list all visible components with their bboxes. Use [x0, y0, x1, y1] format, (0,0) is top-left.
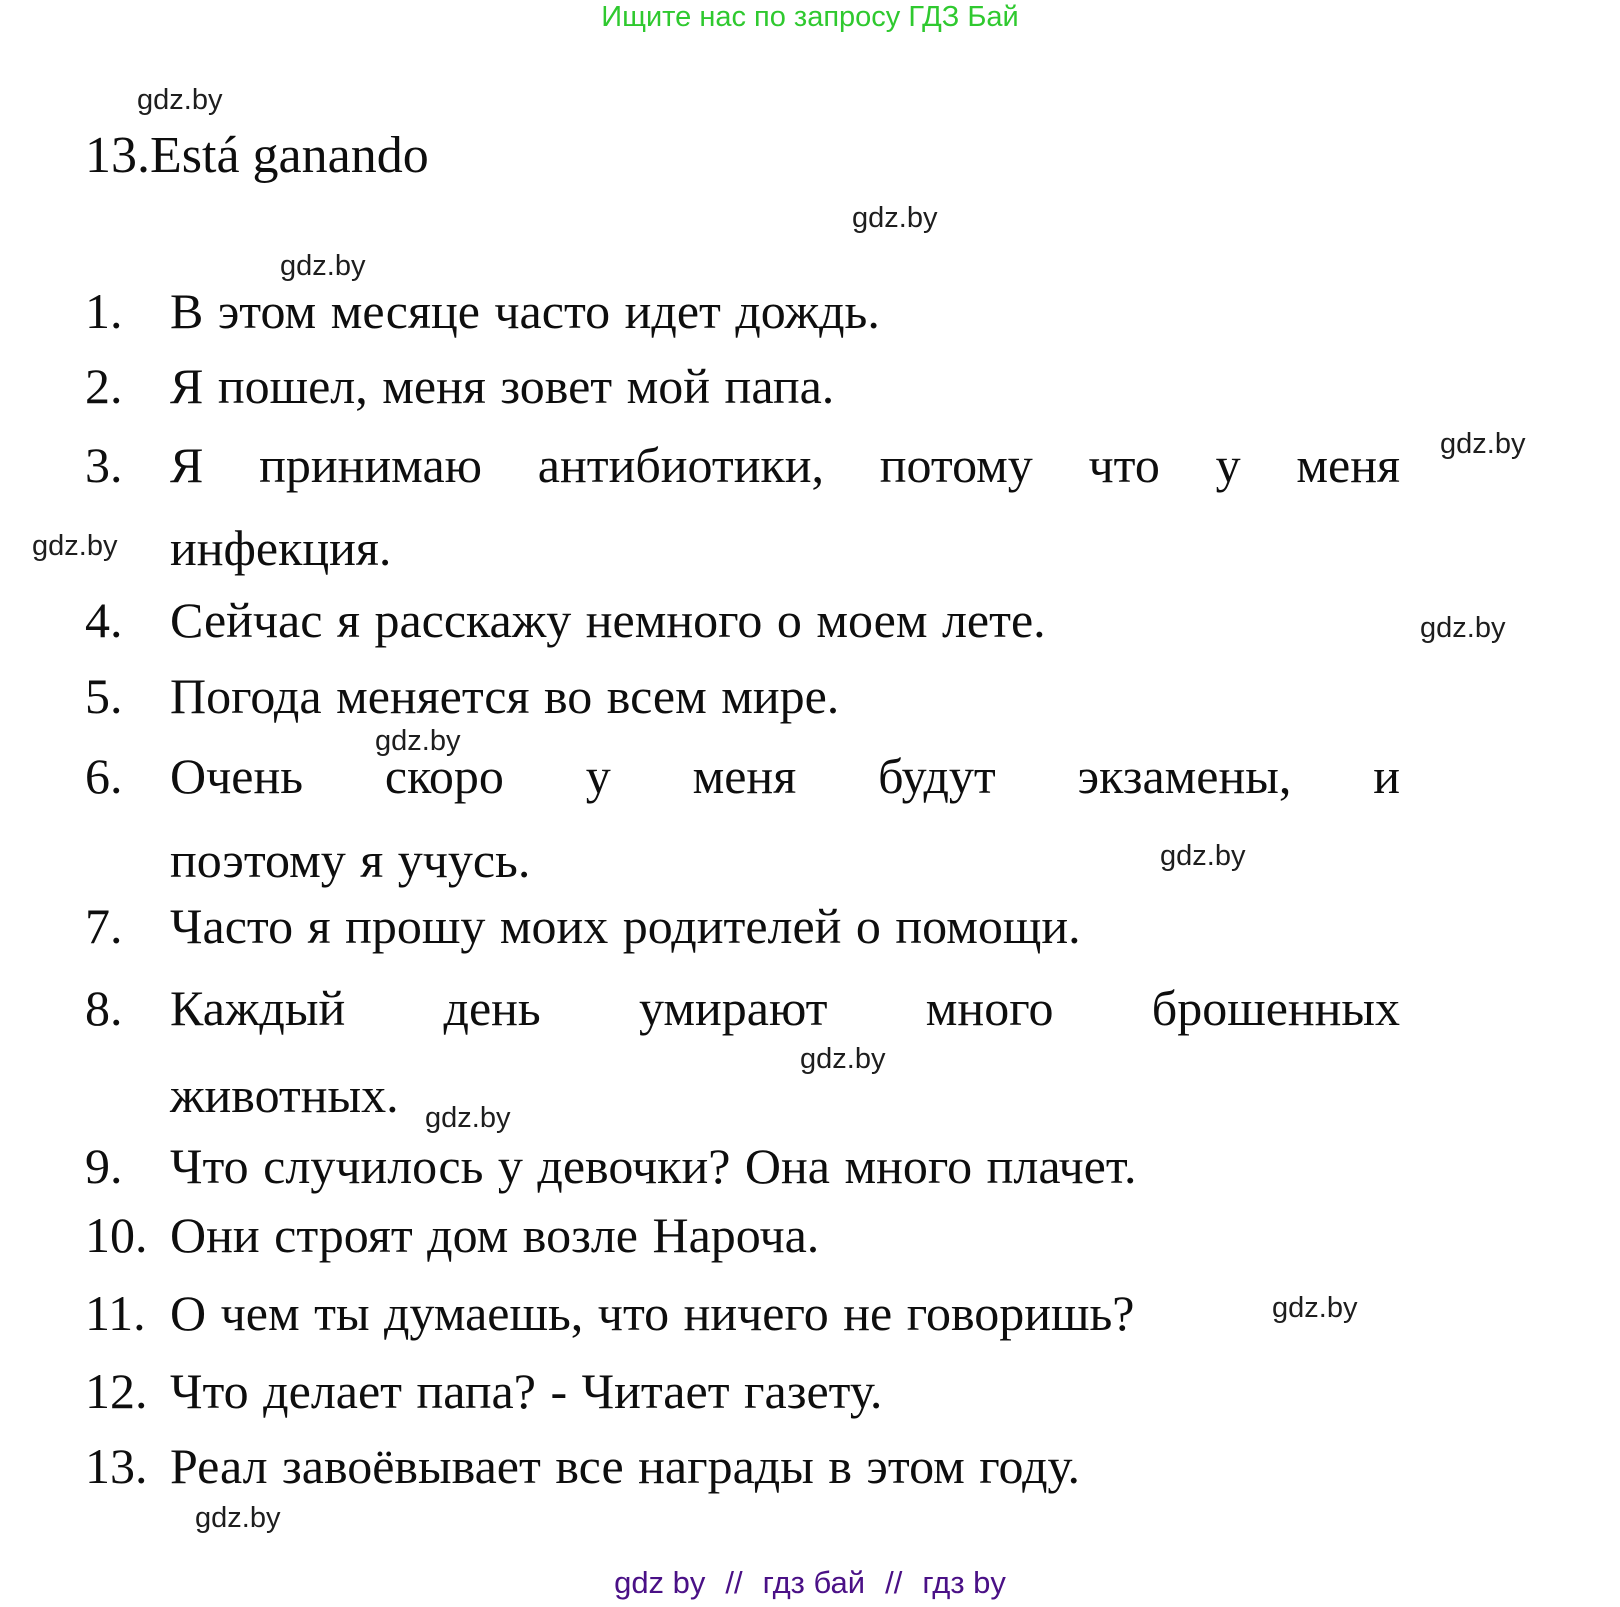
item-text: Что делает папа? - Читает газету. [170, 1363, 883, 1419]
watermark: gdz.by [1440, 428, 1526, 460]
item-text: Часто я прошу моих родителей о помощи. [170, 898, 1081, 954]
list-item-6 [85, 748, 1400, 804]
item-text: Погода меняется во всем мире. [170, 668, 840, 724]
footer [0, 1566, 1620, 1600]
watermark: gdz.by [1272, 1292, 1358, 1324]
item-number: 12. [85, 1363, 148, 1419]
footer-link-gdz-by[interactable]: gdz by [614, 1565, 706, 1600]
footer-link-gdz-bai[interactable]: гдз бай [762, 1565, 866, 1600]
footer-link-gdz-by-2[interactable]: гдз by [922, 1565, 1006, 1600]
watermark: gdz.by [800, 1043, 886, 1075]
item-text: Я пошел, меня зовет мой папа. [170, 358, 835, 414]
list-item-5 [85, 668, 840, 724]
item-text: Каждый день умирают много брошенных [170, 980, 1400, 1036]
footer-separator: // [725, 1565, 743, 1600]
item-text: Они строят дом возле Нароча. [170, 1207, 820, 1263]
watermark: gdz.by [137, 84, 223, 116]
watermark: gdz.by [195, 1502, 281, 1534]
watermark: gdz.by [280, 250, 366, 282]
item-number: 11. [85, 1285, 146, 1341]
item-number: 1. [85, 283, 123, 339]
footer-separator: // [885, 1565, 903, 1600]
item-number: 13. [85, 1438, 148, 1494]
promo-banner-text: Ищите нас по запросу ГДЗ Бай [601, 1, 1019, 33]
watermark: gdz.by [375, 725, 461, 757]
item-number: 5. [85, 668, 123, 724]
list-item-3-continuation: инфекция. [170, 520, 392, 576]
item-number: 9. [85, 1138, 123, 1194]
list-item-9 [85, 1138, 1137, 1194]
item-text: Я принимаю антибиотики, потому что у меня [170, 437, 1400, 493]
list-item-4 [85, 592, 1046, 648]
item-number: 8. [85, 980, 123, 1036]
list-item-2 [85, 358, 835, 414]
item-text: Что случилось у девочки? Она много плачет. [170, 1138, 1137, 1194]
item-text: Сейчас я расскажу немного о моем лете. [170, 592, 1046, 648]
item-text: Реал завоёвывает все награды в этом году. [170, 1438, 1081, 1494]
item-text: В этом месяце часто идет дождь. [170, 283, 880, 339]
item-number: 7. [85, 898, 123, 954]
item-number: 3. [85, 437, 123, 493]
item-text: Очень скоро у меня будут экзамены, и [170, 748, 1400, 804]
list-item-6-continuation: поэтому я учусь. [170, 832, 531, 888]
list-item-13 [85, 1438, 1081, 1494]
exercise-heading: 13.Está ganando [85, 127, 429, 184]
watermark: gdz.by [1160, 840, 1246, 872]
watermark: gdz.by [425, 1102, 511, 1134]
list-item-12 [85, 1363, 883, 1419]
item-number: 2. [85, 358, 123, 414]
watermark: gdz.by [1420, 612, 1506, 644]
list-item-3 [85, 437, 1400, 493]
item-text: О чем ты думаешь, что ничего не говоришь? [170, 1285, 1135, 1341]
watermark: gdz.by [852, 202, 938, 234]
list-item-8-continuation: животных. [170, 1067, 399, 1123]
item-number: 6. [85, 748, 123, 804]
list-item-7 [85, 898, 1081, 954]
list-item-10 [85, 1207, 820, 1263]
list-item-1 [85, 283, 880, 339]
watermark: gdz.by [32, 530, 118, 562]
list-item-8 [85, 980, 1400, 1036]
item-number: 10. [85, 1207, 148, 1263]
list-item-11 [85, 1285, 1135, 1341]
item-number: 4. [85, 592, 123, 648]
